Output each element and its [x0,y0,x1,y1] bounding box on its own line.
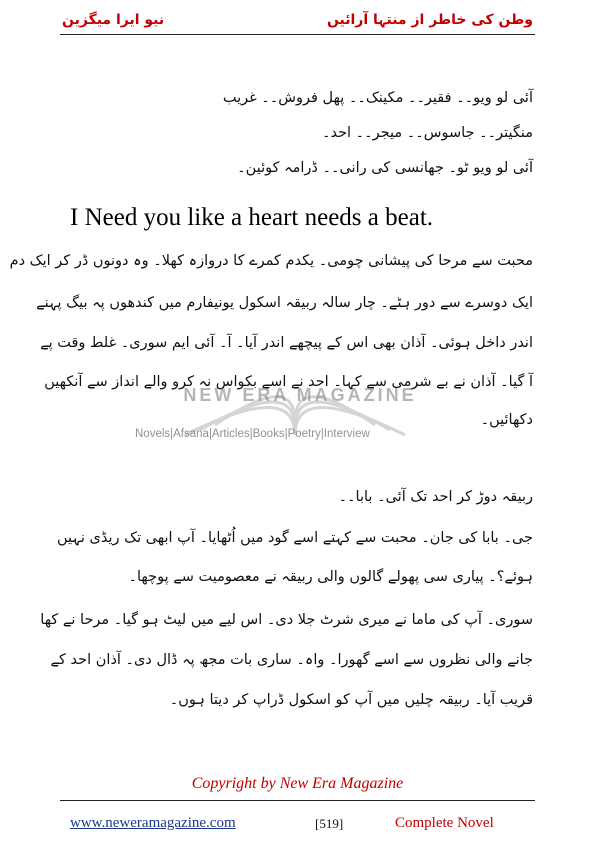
text-line: جی۔ بابا کی جان۔ محبت سے کہتے اسے گود میں اُٹھایا۔ آپ ابھی تک ریڈی نہیں [56,530,533,546]
text-line: ربیقہ دوڑ کر احد تک آئی۔ بابا۔۔ [338,489,533,505]
text-line: دکھائیں۔ [480,412,533,428]
text-line: قریب آیا۔ ربیقہ چلیں میں آپ کو اسکول ڈراپ کر دیتا ہوں۔ [169,692,533,708]
header-magazine-name: نیو ایرا میگزین [62,12,165,28]
watermark-title: NEW ERA MAGAZINE [183,385,417,405]
footer-divider [60,800,535,801]
text-line: محبت سے مرحا کی پیشانی چومی۔ یکدم کمرے کا دروازہ کھلا۔ وہ دونوں ڈر کر ایک دم [9,253,533,269]
text-line: ہوئے؟۔ پیاری سی پھولے گالوں والی ربیقہ نے معصومیت سے پوچھا۔ [128,569,533,585]
english-quote: I Need you like a heart needs a beat. [70,204,434,231]
text-line: اندر داخل ہوئی۔ آذان بھی اس کے پیچھے اندر آیا۔ آ۔ آئی ایم سوری۔ غلط وقت پے [40,335,533,351]
header-divider [60,34,535,35]
watermark-subtitle: Novels|Afsana|Articles|Books|Poetry|Interview [135,428,370,440]
page-number: [519] [315,816,344,831]
website-link[interactable]: www.neweramagazine.com [70,815,236,831]
copyright-notice: Copyright by New Era Magazine [191,775,404,792]
text-line: سوری۔ آپ کی ماما نے میری شرٹ جلا دی۔ اس لیے میں لیٹ ہو گیا۔ مرحا نے کھا [40,612,533,628]
text-line: جانے والی نظروں سے اسے گھورا۔ واہ۔ ساری بات مجھ پہ ڈال دی۔ آذان احد کے [50,652,533,668]
text-line: منگیتر۔۔ جاسوس۔۔ میجر۔۔ احد۔ [321,125,533,141]
text-line: ایک دوسرے سے دور ہٹے۔ چار سالہ ربیقہ اسکول یونیفارم میں کندھوں پہ بیگ پہنے [36,295,533,311]
text-line: آ گیا۔ آذان نے بے شرمی سے کہا۔ احد نے اسے بکواس نہ کرو والے انداز سے آنکھیں [44,374,533,390]
text-line: آئی لو ویو۔۔ فقیر۔۔ مکینک۔۔ پھل فروش۔۔ غریب [222,90,533,106]
text-line: آئی لو ویو ٹو۔ جھانسی کی رانی۔۔ ڈرامہ کوئین۔ [237,160,533,176]
footer-section-label: Complete Novel [395,815,494,831]
header-story-title: وطن کی خاطر از منتہا آرائیں [326,12,533,28]
